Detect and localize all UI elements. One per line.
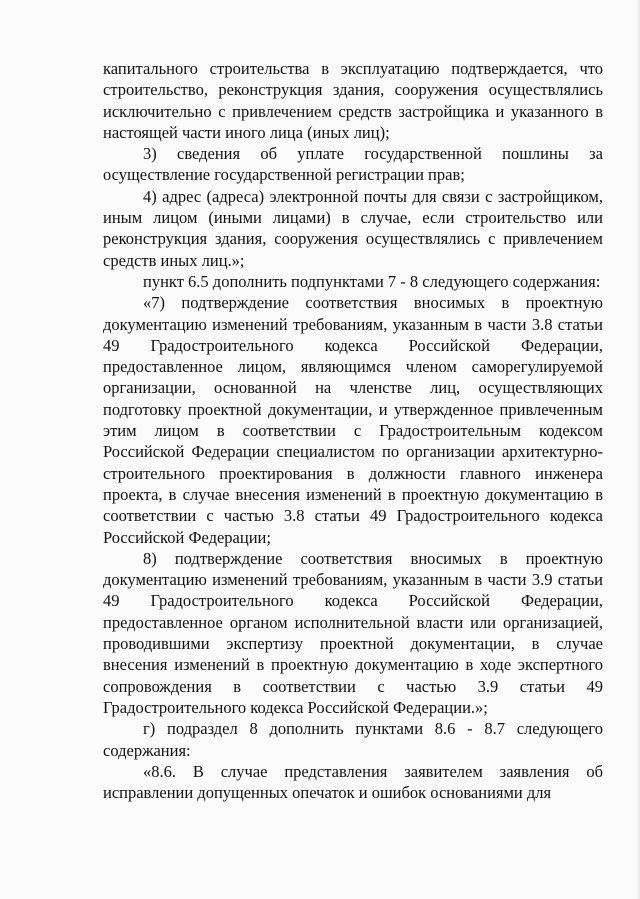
paragraph-8-6: «8.6. В случае представления заявителем заявления об исправлении допущенных опечаток и ошибок основаниями для: [103, 761, 603, 803]
paragraph-amendment-6-5: пункт 6.5 дополнить подпунктами 7 - 8 следующего содержания:: [143, 271, 601, 291]
paragraph-subsection-g: г) подраздел 8 дополнить пунктами 8.6 - 8.7 следующего содержания:: [103, 719, 603, 760]
paragraph-continuation: капитального строительства в эксплуатацию подтверждается, что строительство, реконструкция здания, сооружения осуществлялись исключительно с привлечением средств застройщика и указанного в настоящей части иного лица (иных лиц);: [103, 59, 603, 142]
document-body: [103, 58, 603, 803]
paragraph-item-4: 4) адрес (адреса) электронной почты для связи с застройщиком, иным лицом (иными лицами) в случае, если строительство или реконструкция здания, сооружения осуществлялись с привлечением средств иных лиц.»;: [103, 186, 603, 270]
page-edge-shadow: [636, 0, 640, 899]
paragraph-item-7: «7) подтверждение соответствия вносимых в проектную документацию изменений требованиям, указанным в части 3.8 статьи 49 Градостроительного кодекса Российской Федерации, предоставленное лицом, являющимся членом саморегулируемой организации, основанной на членстве лиц, осуществляющих подготовку проектной документации, и утвержденное привлеченным этим лицом в соответствии с Градостроительным кодексом Российской Федерации специалистом по организации архитектурно-строительного проектирования в должности главного инженера проекта, в случае внесения изменений в проектную документацию в соответствии с частью 3.8 статьи 49 Градостроительного кодекса Российской Федерации;: [103, 293, 603, 547]
paragraph-item-8: 8) подтверждение соответствия вносимых в проектную документацию изменений требованиям, указанным в части 3.9 статьи 49 Градостроительного кодекса Российской Федерации, предоставленное органом исполнительной власти или организацией, проводившими экспертизу проектной документации, в случае внесения изменений в проектную документацию в ходе экспертного сопровождения в соответствии с частью 3.9 статьи 49 Градостроительного кодекса Российской Федерации.»;: [103, 548, 603, 717]
paragraph-item-3: 3) сведения об уплате государственной пошлины за осуществление государственной регистрации прав;: [103, 144, 603, 185]
